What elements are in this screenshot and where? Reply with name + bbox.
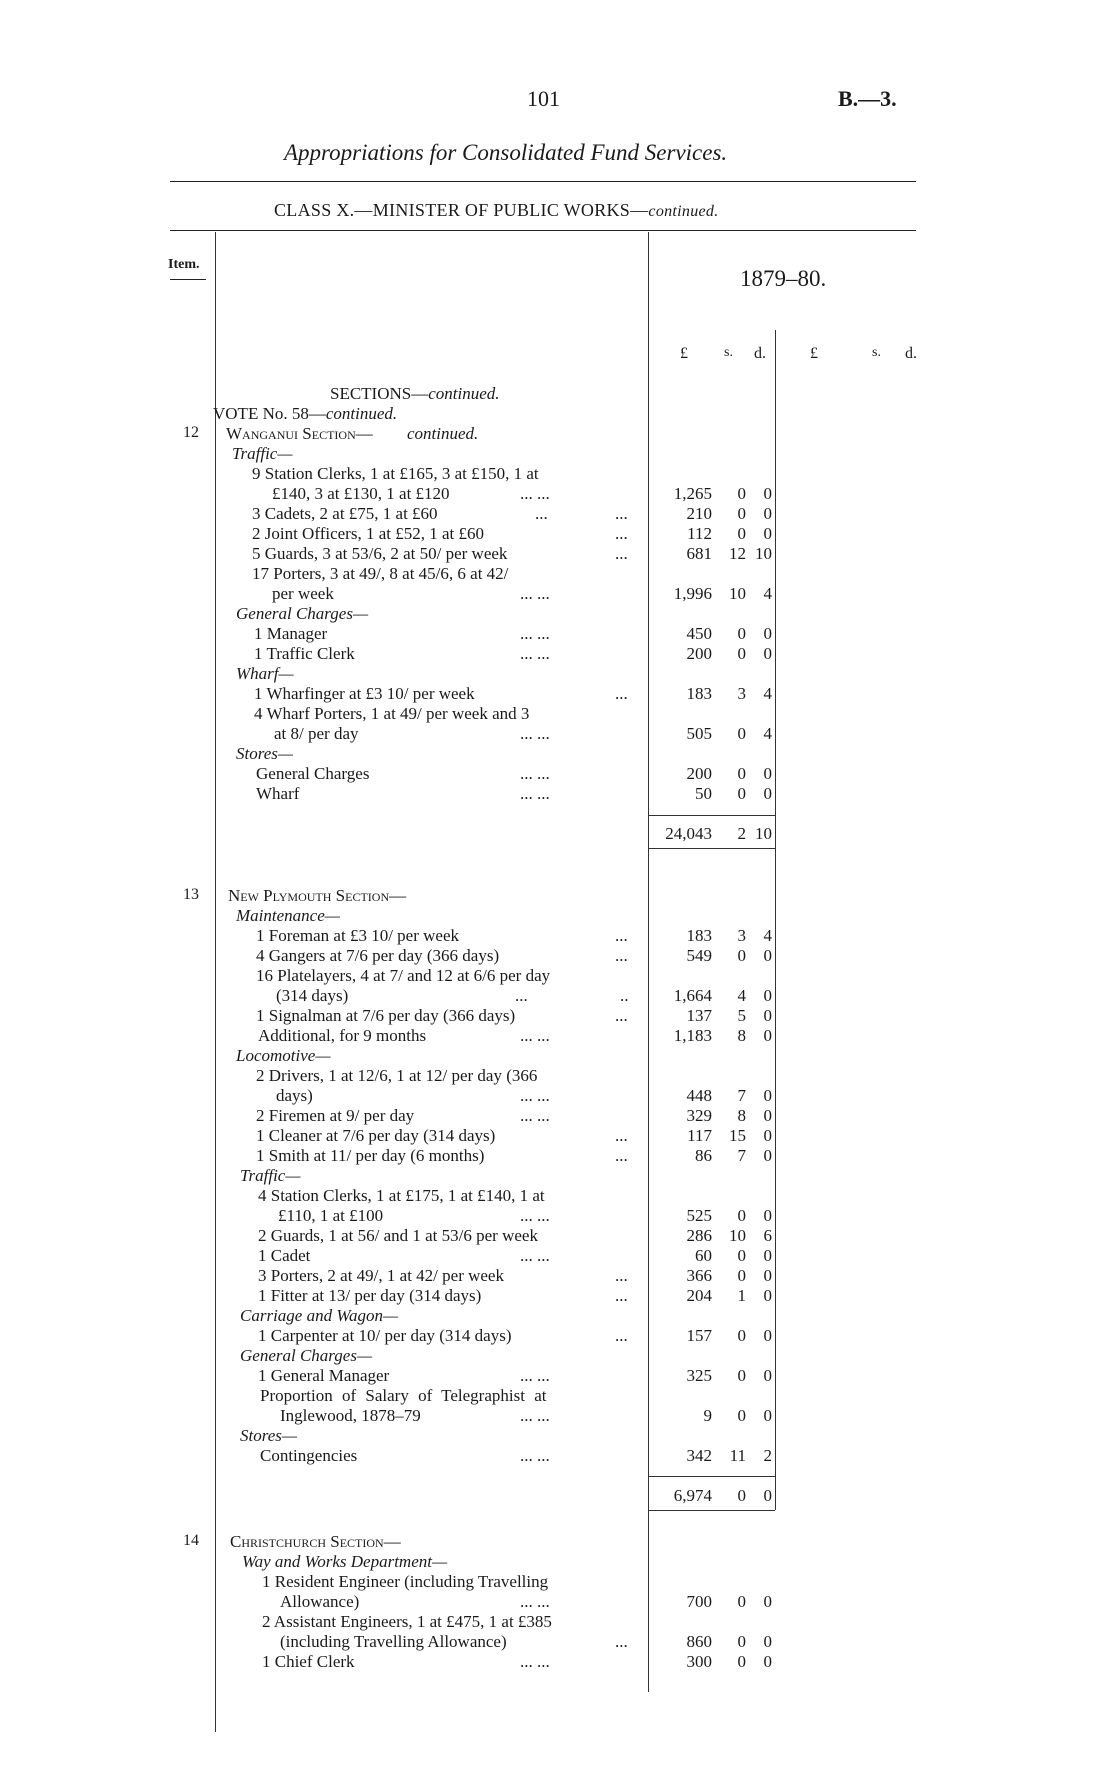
dot-leader: ... ... <box>520 584 550 603</box>
row-description: Allowance) <box>280 1592 360 1611</box>
np-total-row <box>0 1486 1114 1506</box>
sections-heading-suffix: continued. <box>428 384 500 403</box>
sections-heading <box>330 384 500 404</box>
pounds-value: 300 <box>686 1652 712 1671</box>
table-row <box>0 544 1114 564</box>
pence-value: 0 <box>763 1206 772 1225</box>
pounds-value: 204 <box>686 1286 712 1305</box>
pence-value: 6 <box>763 1226 772 1245</box>
dot-leader: ... ... <box>520 1206 550 1225</box>
shillings-value: 15 <box>729 1126 746 1145</box>
row-description: 2 Guards, 1 at 56/ and 1 at 53/6 per week <box>258 1226 538 1245</box>
table-row <box>0 484 1114 504</box>
shillings-value: 12 <box>729 544 746 563</box>
shillings-value: 10 <box>729 1226 746 1245</box>
page-title: Appropriations for Consolidated Fund Services. <box>284 140 728 165</box>
pence-value: 0 <box>763 484 772 503</box>
shillings-value: 0 <box>737 1266 746 1285</box>
shillings-value: 0 <box>737 946 746 965</box>
table-row <box>0 784 1114 804</box>
class-heading-text: CLASS X.—MINISTER OF PUBLIC WORKS— <box>274 200 649 220</box>
shillings-value: 11 <box>729 1446 746 1465</box>
christchurch-heading-row <box>0 1532 1114 1552</box>
pounds-value: 1,183 <box>673 1026 712 1045</box>
shillings-value: 4 <box>737 986 746 1005</box>
table-row <box>0 764 1114 784</box>
np-total-rule <box>648 1476 775 1477</box>
pounds-value: 286 <box>686 1226 712 1245</box>
pounds-value: 525 <box>686 1206 712 1225</box>
row-description: per week <box>272 584 334 603</box>
dot-leader: ... ... <box>520 724 550 743</box>
np-general-row <box>0 1346 1114 1366</box>
table-row <box>0 1406 1114 1426</box>
table-row <box>0 926 1114 946</box>
row-description: 17 Porters, 3 at 49/, 8 at 45/6, 6 at 42/ <box>252 564 509 583</box>
shillings-value: 10 <box>729 584 746 603</box>
row-description: 1 Wharfinger at £3 10/ per week <box>254 684 475 703</box>
pounds-value: 505 <box>686 724 712 743</box>
pence-value: 4 <box>763 926 772 945</box>
document-reference: B.—3. <box>838 86 897 111</box>
row-description: 1 Traffic Clerk <box>254 644 355 663</box>
np-maintenance-row <box>0 906 1114 926</box>
subheading: General Charges— <box>236 604 369 623</box>
pence-value: 0 <box>763 784 772 803</box>
shillings-value: 3 <box>737 926 746 945</box>
dot-leader: ... <box>615 1126 628 1145</box>
row-description: 3 Cadets, 2 at £75, 1 at £60 <box>252 504 438 523</box>
np-carriage-row <box>0 1306 1114 1326</box>
shillings-value: 0 <box>737 724 746 743</box>
item-number-12: 12 <box>183 424 199 441</box>
row-description: 16 Platelayers, 4 at 7/ and 12 at 6/6 per day <box>256 966 551 985</box>
pence-value: 4 <box>763 584 772 603</box>
dot-leader: ... <box>615 544 628 563</box>
row-description: 1 Cadet <box>258 1246 311 1265</box>
pence-value: 0 <box>763 1006 772 1025</box>
np-total-underline <box>648 1510 775 1511</box>
subheading: Stores— <box>236 744 293 763</box>
table-row <box>0 1026 1114 1046</box>
pounds-value: 1,265 <box>673 484 712 503</box>
shillings-value: 0 <box>737 784 746 803</box>
table-row <box>0 1652 1114 1672</box>
pence-value: 0 <box>763 1106 772 1125</box>
subheading: Carriage and Wagon— <box>240 1306 399 1325</box>
row-description: (314 days) <box>276 986 349 1005</box>
table-row <box>0 1226 1114 1246</box>
shillings-value: 0 <box>737 1326 746 1345</box>
pence-value: 0 <box>763 1266 772 1285</box>
title-rule <box>170 181 916 182</box>
dot-leader: ... ... <box>520 644 550 663</box>
subheading: Way and Works Department— <box>242 1552 448 1571</box>
row-description: 1 Carpenter at 10/ per day (314 days) <box>258 1326 512 1345</box>
row-description: Additional, for 9 months <box>258 1026 427 1045</box>
table-row <box>0 1286 1114 1306</box>
row-description: days) <box>276 1086 313 1105</box>
row-description: 4 Gangers at 7/6 per day (366 days) <box>256 946 500 965</box>
pounds-value: 1,996 <box>673 584 712 603</box>
row-description: 2 Firemen at 9/ per day <box>256 1106 415 1125</box>
table-row <box>0 1206 1114 1226</box>
shillings-value: 0 <box>737 1592 746 1611</box>
wanganui-total-row <box>0 824 1114 844</box>
total-pounds: 24,043 <box>665 824 712 843</box>
row-description: 4 Station Clerks, 1 at £175, 1 at £140, 1 at <box>258 1186 545 1205</box>
pounds-value: 50 <box>695 784 712 803</box>
dot-leader: ... <box>535 504 548 523</box>
pence-value: 2 <box>763 1446 772 1465</box>
pounds-value: 112 <box>687 524 712 543</box>
shillings-value: 0 <box>737 504 746 523</box>
item-column-header: Item. <box>168 257 200 272</box>
pence-value: 0 <box>763 1146 772 1165</box>
dot-leader: ... ... <box>520 1246 550 1265</box>
table-row <box>0 1126 1114 1146</box>
row-description: 1 Smith at 11/ per day (6 months) <box>256 1146 485 1165</box>
pound-header-2: £ <box>810 345 818 362</box>
table-row <box>0 966 1114 986</box>
table-row <box>0 1592 1114 1612</box>
wanganui-heading-suffix: continued. <box>407 424 479 443</box>
pounds-value: 86 <box>695 1146 712 1165</box>
dot-leader: ... ... <box>520 1652 550 1671</box>
pounds-value: 183 <box>686 926 712 945</box>
pounds-value: 200 <box>686 764 712 783</box>
table-row <box>0 1366 1114 1386</box>
np-traffic-row <box>0 1166 1114 1186</box>
shillings-value: 5 <box>737 1006 746 1025</box>
row-description: General Charges <box>256 764 370 783</box>
shillings-value: 1 <box>737 1286 746 1305</box>
row-description: Wharf <box>256 784 300 803</box>
table-row <box>0 1266 1114 1286</box>
table-row <box>0 1106 1114 1126</box>
shillings-value: 0 <box>737 1206 746 1225</box>
shillings-value: 8 <box>737 1106 746 1125</box>
table-row <box>0 1066 1114 1086</box>
year-column-header: 1879–80. <box>740 266 827 291</box>
table-row <box>0 986 1114 1006</box>
dot-leader: ... ... <box>520 1026 550 1045</box>
pounds-value: 157 <box>686 1326 712 1345</box>
shillings-value: 0 <box>737 524 746 543</box>
pence-value: 0 <box>763 1592 772 1611</box>
vote-heading-text: VOTE No. 58— <box>213 404 326 423</box>
dot-leader: ... <box>615 1006 628 1025</box>
pounds-value: 342 <box>686 1446 712 1465</box>
subheading: Stores— <box>240 1426 297 1445</box>
row-description: 2 Assistant Engineers, 1 at £475, 1 at £385 <box>262 1612 552 1631</box>
pence-value: 0 <box>763 1326 772 1345</box>
pence-value: 4 <box>763 684 772 703</box>
class-heading-suffix: continued. <box>648 203 719 220</box>
table-row <box>0 464 1114 484</box>
dot-leader: ... ... <box>520 484 550 503</box>
shillings-value: 0 <box>737 764 746 783</box>
shillings-value: 7 <box>737 1146 746 1165</box>
row-description: 9 Station Clerks, 1 at £165, 3 at £150, 1 at <box>252 464 539 483</box>
pence-value: 0 <box>763 644 772 663</box>
row-description: 1 Foreman at £3 10/ per week <box>256 926 459 945</box>
row-description: 1 Signalman at 7/6 per day (366 days) <box>256 1006 516 1025</box>
dot-leader: ... <box>615 1326 628 1345</box>
dot-leader: ... <box>615 1286 628 1305</box>
wanganui-stores-row <box>0 744 1114 764</box>
shillings-value: 8 <box>737 1026 746 1045</box>
wanganui-traffic-heading: Traffic— <box>232 444 293 463</box>
wanganui-heading: Wanganui Section— <box>226 424 373 443</box>
pounds-value: 137 <box>686 1006 712 1025</box>
item-number-13: 13 <box>183 886 199 903</box>
sections-heading-text: SECTIONS— <box>330 384 429 403</box>
table-row <box>0 564 1114 584</box>
row-description: at 8/ per day <box>274 724 359 743</box>
row-description: £110, 1 at £100 <box>278 1206 384 1225</box>
shilling-header: s. <box>724 345 733 360</box>
dot-leader: ... ... <box>520 1406 550 1425</box>
row-description: Proportion of Salary of Telegraphist at <box>260 1386 547 1405</box>
pence-value: 0 <box>763 764 772 783</box>
np-locomotive-row <box>0 1046 1114 1066</box>
pounds-value: 9 <box>703 1406 712 1425</box>
page-number: 101 <box>527 86 560 111</box>
shillings-value: 0 <box>737 1406 746 1425</box>
pence-value: 0 <box>763 1632 772 1651</box>
wanganui-heading-row <box>0 424 1114 444</box>
wanganui-general-row <box>0 604 1114 624</box>
pounds-value: 329 <box>686 1106 712 1125</box>
item-number-14: 14 <box>183 1532 199 1549</box>
pence-value: 0 <box>763 524 772 543</box>
pence-value: 0 <box>763 1126 772 1145</box>
subheading: Traffic— <box>240 1166 301 1185</box>
dot-leader: ... <box>615 1266 628 1285</box>
total-shillings: 0 <box>737 1486 746 1505</box>
pence-value: 0 <box>763 1652 772 1671</box>
pounds-value: 700 <box>686 1592 712 1611</box>
row-description: 1 Fitter at 13/ per day (314 days) <box>258 1286 482 1305</box>
pounds-value: 183 <box>686 684 712 703</box>
shillings-value: 0 <box>737 624 746 643</box>
row-description: (including Travelling Allowance) <box>280 1632 507 1651</box>
table-row <box>0 504 1114 524</box>
table-row <box>0 1386 1114 1406</box>
table-row <box>0 1086 1114 1106</box>
item-header-underline <box>170 279 206 280</box>
pence-header-2: d. <box>905 345 917 362</box>
class-heading <box>274 200 719 221</box>
table-top-rule <box>170 230 916 231</box>
dot-leader: ... ... <box>520 1106 550 1125</box>
pence-value: 4 <box>763 724 772 743</box>
table-row <box>0 644 1114 664</box>
table-row <box>0 624 1114 644</box>
wanganui-traffic-row <box>0 444 1114 464</box>
total-pounds: 6,974 <box>673 1486 712 1505</box>
cc-way-row <box>0 1552 1114 1572</box>
pence-value: 0 <box>763 1026 772 1045</box>
table-row <box>0 704 1114 724</box>
total-pence: 10 <box>755 824 772 843</box>
table-row <box>0 1186 1114 1206</box>
pounds-value: 366 <box>686 1266 712 1285</box>
subheading: Locomotive— <box>236 1046 331 1065</box>
pounds-value: 1,664 <box>673 986 712 1005</box>
table-row <box>0 684 1114 704</box>
table-row <box>0 724 1114 744</box>
total-shillings: 2 <box>737 824 746 843</box>
table-row <box>0 1632 1114 1652</box>
shillings-value: 0 <box>737 484 746 503</box>
dot-leader: .. <box>620 986 629 1005</box>
dot-leader: ... <box>615 946 628 965</box>
shillings-value: 0 <box>737 1246 746 1265</box>
table-row <box>0 946 1114 966</box>
row-description: 3 Porters, 2 at 49/, 1 at 42/ per week <box>258 1266 504 1285</box>
shillings-value: 0 <box>737 1632 746 1651</box>
table-row <box>0 1146 1114 1166</box>
dot-leader: ... <box>615 524 628 543</box>
row-description: Contingencies <box>260 1446 358 1465</box>
table-row <box>0 1612 1114 1632</box>
pounds-value: 448 <box>686 1086 712 1105</box>
pounds-value: 210 <box>686 504 712 523</box>
pence-value: 0 <box>763 624 772 643</box>
pounds-value: 325 <box>686 1366 712 1385</box>
new-plymouth-heading-row <box>0 886 1114 906</box>
pence-value: 0 <box>763 1286 772 1305</box>
christchurch-heading: Christchurch Section— <box>230 1532 401 1551</box>
dot-leader: ... ... <box>520 1592 550 1611</box>
pence-value: 10 <box>755 544 772 563</box>
pence-value: 0 <box>763 1366 772 1385</box>
table-row <box>0 1446 1114 1466</box>
pound-header: £ <box>680 345 688 362</box>
table-row <box>0 524 1114 544</box>
row-description: £140, 3 at £130, 1 at £120 <box>272 484 450 503</box>
pounds-value: 681 <box>686 544 712 563</box>
wanganui-wharf-row <box>0 664 1114 684</box>
table-row <box>0 1246 1114 1266</box>
dot-leader: ... ... <box>520 1446 550 1465</box>
dot-leader: ... <box>515 986 528 1005</box>
dot-leader: ... <box>615 1146 628 1165</box>
shillings-value: 3 <box>737 684 746 703</box>
pence-value: 0 <box>763 1086 772 1105</box>
dot-leader: ... <box>615 926 628 945</box>
row-description: Inglewood, 1878–79 <box>280 1406 421 1425</box>
total-pence: 0 <box>763 1486 772 1505</box>
dot-leader: ... ... <box>520 784 550 803</box>
row-description: 1 Resident Engineer (including Travelling <box>262 1572 549 1591</box>
row-description: 2 Drivers, 1 at 12/6, 1 at 12/ per day (366 <box>256 1066 538 1085</box>
wanganui-total-underline <box>648 848 775 849</box>
shillings-value: 0 <box>737 644 746 663</box>
dot-leader: ... ... <box>520 1086 550 1105</box>
vote-heading <box>213 404 397 424</box>
row-description: 1 Chief Clerk <box>262 1652 355 1671</box>
pence-value: 0 <box>763 504 772 523</box>
row-description: 1 Manager <box>254 624 328 643</box>
table-row <box>0 1326 1114 1346</box>
table-row <box>0 1006 1114 1026</box>
pence-value: 0 <box>763 1246 772 1265</box>
wanganui-total-rule <box>648 815 775 816</box>
row-description: 2 Joint Officers, 1 at £52, 1 at £60 <box>252 524 484 543</box>
pence-value: 0 <box>763 986 772 1005</box>
pounds-value: 60 <box>695 1246 712 1265</box>
dot-leader: ... <box>615 504 628 523</box>
pounds-value: 450 <box>686 624 712 643</box>
shillings-value: 0 <box>737 1366 746 1385</box>
pounds-value: 549 <box>686 946 712 965</box>
row-description: 1 General Manager <box>258 1366 390 1385</box>
dot-leader: ... <box>615 684 628 703</box>
vote-heading-suffix: continued. <box>325 404 398 423</box>
dot-leader: ... ... <box>520 764 550 783</box>
dot-leader: ... <box>615 1632 628 1651</box>
pence-value: 0 <box>763 946 772 965</box>
shilling-header-2: s. <box>872 345 881 360</box>
shillings-value: 7 <box>737 1086 746 1105</box>
subheading: Maintenance— <box>236 906 340 925</box>
shillings-value: 0 <box>737 1652 746 1671</box>
np-stores-row <box>0 1426 1114 1446</box>
pounds-value: 200 <box>686 644 712 663</box>
row-description: 4 Wharf Porters, 1 at 49/ per week and 3 <box>254 704 530 723</box>
row-description: 5 Guards, 3 at 53/6, 2 at 50/ per week <box>252 544 508 563</box>
new-plymouth-heading: New Plymouth Section— <box>228 886 407 905</box>
pounds-value: 117 <box>687 1126 712 1145</box>
subheading: Wharf— <box>236 664 294 683</box>
row-description: 1 Cleaner at 7/6 per day (314 days) <box>256 1126 496 1145</box>
pence-value: 0 <box>763 1406 772 1425</box>
dot-leader: ... ... <box>520 624 550 643</box>
subheading: General Charges— <box>240 1346 373 1365</box>
dot-leader: ... ... <box>520 1366 550 1385</box>
pounds-value: 860 <box>686 1632 712 1651</box>
table-row <box>0 584 1114 604</box>
pence-header: d. <box>754 345 766 362</box>
table-row <box>0 1572 1114 1592</box>
